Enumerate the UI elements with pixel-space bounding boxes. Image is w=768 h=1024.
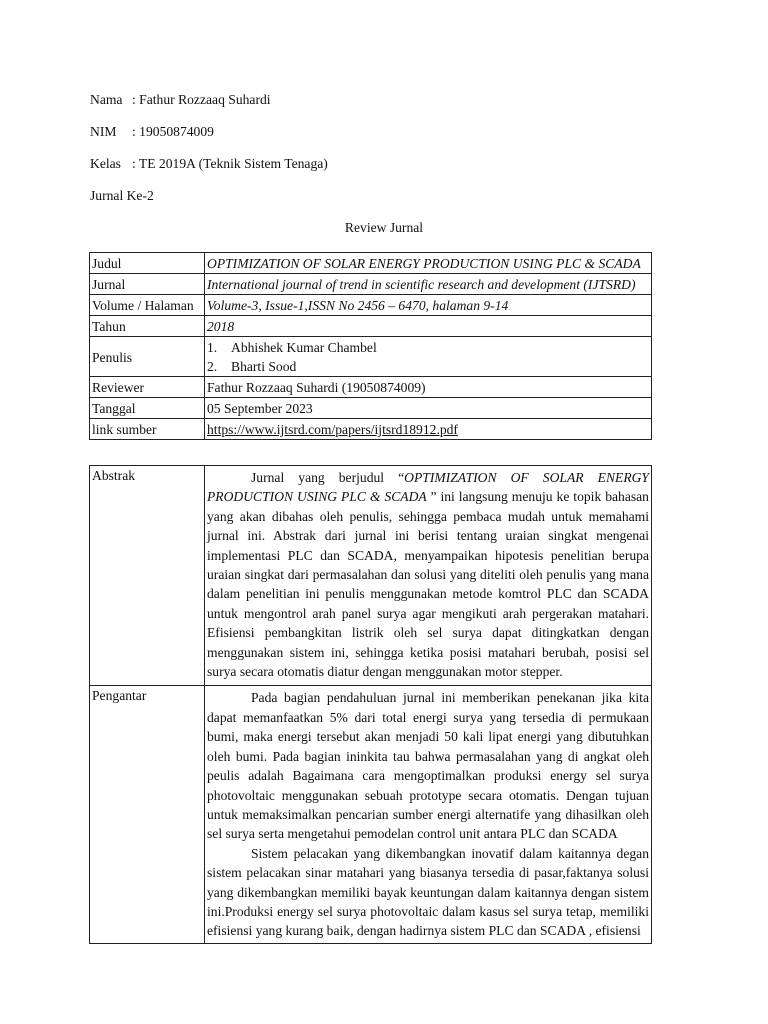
- tanggal-value: 05 September 2023: [205, 398, 652, 419]
- row-pengantar: [90, 686, 652, 943]
- abstrak-intro: Jurnal yang berjudul “: [251, 470, 405, 485]
- jurnal-label: Jurnal: [90, 274, 205, 295]
- kelas-value: : TE 2019A (Teknik Sistem Tenaga): [132, 156, 328, 171]
- kelas-line: [90, 156, 328, 172]
- author-name: Bharti Sood: [231, 359, 297, 374]
- pengantar-text: [205, 686, 652, 943]
- kelas-label: Kelas: [90, 156, 121, 171]
- penulis-label: Penulis: [90, 337, 205, 377]
- volume-label: Volume / Halaman: [90, 295, 205, 316]
- volume-value: Volume-3, Issue-1,ISSN No 2456 – 6470, halaman 9-14: [205, 295, 652, 316]
- row-reviewer: [90, 377, 652, 398]
- nim-value: : 19050874009: [132, 124, 214, 139]
- row-tanggal: [90, 398, 652, 419]
- row-volume: [90, 295, 652, 316]
- row-penulis: [90, 337, 652, 377]
- review-table: [89, 465, 652, 944]
- source-link[interactable]: https://www.ijtsrd.com/papers/ijtsrd18912.pdf: [207, 422, 458, 437]
- link-label: link sumber: [90, 419, 205, 440]
- tanggal-label: Tanggal: [90, 398, 205, 419]
- list-number: 2.: [207, 359, 218, 374]
- pengantar-paragraph-2: Sistem pelacakan yang dikembangkan inovatif dalam kaitannya degan sistem pelacakan sinar matahari yang biasanya tersedia di pasar,faktanya solusi yang dikembangkan memiliki bayak keuntungan dalam kaitannya dengan sistem ini.Produksi energy sel surya photovoltaic dalam kasus sel surya tetap, memiliki efisiensi yang kurang baik, dengan hadirnya sistem PLC dan SCADA , efisiensi: [207, 845, 649, 939]
- nama-label: Nama: [90, 92, 123, 107]
- reviewer-value: Fathur Rozzaaq Suhardi (19050874009): [205, 377, 652, 398]
- tahun-label: Tahun: [90, 316, 205, 337]
- row-judul: [90, 253, 652, 274]
- penulis-list: [207, 338, 649, 376]
- jurnal-ke: Jurnal Ke-2: [90, 188, 154, 203]
- abstrak-label: Abstrak: [90, 466, 205, 686]
- nama-line: [90, 92, 271, 108]
- list-number: 1.: [207, 340, 218, 355]
- nim-line: [90, 124, 214, 140]
- row-jurnal: [90, 274, 652, 295]
- list-item: [207, 357, 649, 376]
- tahun-value: 2018: [205, 316, 652, 337]
- nim-label: NIM: [90, 124, 117, 139]
- author-name: Abhishek Kumar Chambel: [231, 340, 377, 355]
- judul-value: OPTIMIZATION OF SOLAR ENERGY PRODUCTION USING PLC & SCADA: [205, 253, 652, 274]
- link-cell: [205, 419, 652, 440]
- page-title: Review Jurnal: [344, 220, 424, 235]
- reviewer-label: Reviewer: [90, 377, 205, 398]
- judul-label: Judul: [90, 253, 205, 274]
- row-link: [90, 419, 652, 440]
- pengantar-paragraph-1: Pada bagian pendahuluan jurnal ini memberikan penekanan jika kita dapat memanfaatkan 5% dari total energi surya yang tersedia di permukaan bumi, maka energi tersebut akan menjadi 50 kali lipat energi yang dibutuhkan oleh bumi. Pada bagian ininkita tau bahwa permasalahan yang di angkat oleh peulis adalah Bagaimana cara mengoptimalkan produksi energy sel surya photovoltaic menggunakan sebuah prototype secara otomatis. Dengan tujuan untuk memaksimalkan pencarian sumber energi alternatife yang dihasilkan oleh sel surya serta mengetahui pemodelan control unit antara PLC dan SCADA: [207, 690, 649, 842]
- penulis-value: [205, 337, 652, 377]
- abstrak-body: ” ini langsung menuju ke topik bahasan yang akan dibahas oleh penulis, sehingga pembaca mudah untuk memahami jurnal ini. Abstrak dari jurnal ini berisi tentang uraian singkat mengenai implementasi PLC dan SCADA, menyampaikan hipotesis penelitian berupa uraian singkat dari permasalahan dan solusi yang diteliti oleh penulis yang mana dalam penelitian ini penulis menggunakan metode komtrol PLC dan SCADA untuk mengontrol arah panel surya agar mengikuti arah pergerakan matahari. Efisiensi pembangkitan listrik oleh sel surya dapat ditingkatkan dengan menggunakan sistem ini, sehingga ketika posisi matahari berubah, posisi sel surya secara otomatis diatur dengan menggunakan motor stepper.: [207, 489, 649, 680]
- info-table: [89, 252, 652, 440]
- abstrak-journal-title: OPTIMIZATION OF SOLAR ENERGY PRODUCTION USING PLC & SCADA: [207, 470, 649, 505]
- row-abstrak: [90, 466, 652, 686]
- jurnal-value: International journal of trend in scientific research and development (IJTSRD): [205, 274, 652, 295]
- row-tahun: [90, 316, 652, 337]
- abstrak-text: [205, 466, 652, 686]
- nama-value: : Fathur Rozzaaq Suhardi: [132, 92, 271, 107]
- list-item: [207, 338, 649, 357]
- pengantar-label: Pengantar: [90, 686, 205, 943]
